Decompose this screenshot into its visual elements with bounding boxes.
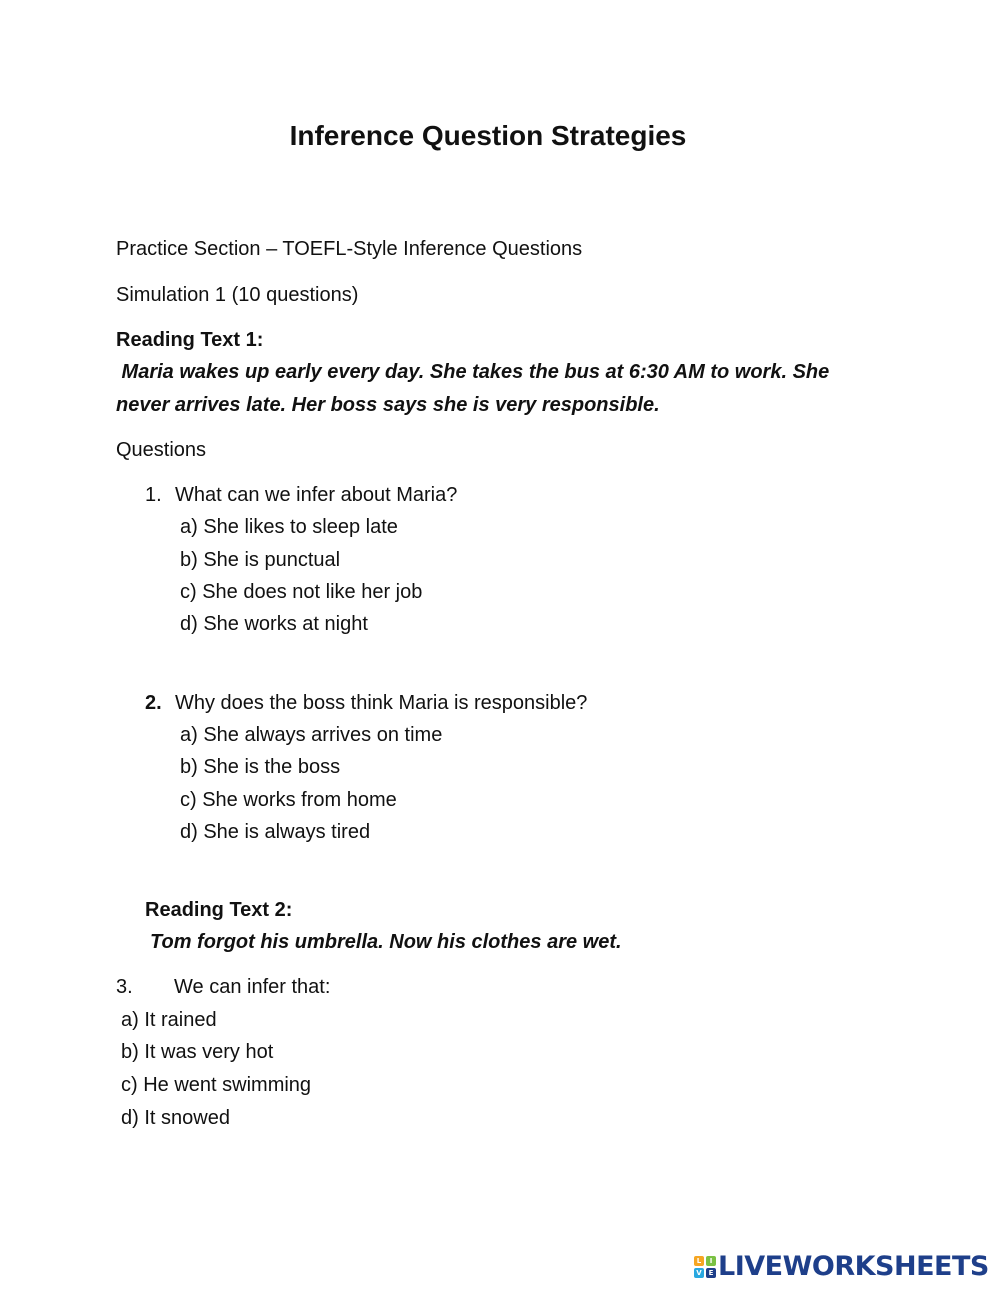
logo-mark xyxy=(694,1256,716,1278)
reading-text-1-line-2: never arrives late. Her boss says she is very responsible. xyxy=(116,394,660,416)
liveworksheets-logo xyxy=(694,1252,989,1282)
question-1-option-c: c) She does not like her job xyxy=(180,581,423,603)
question-2-option-c: c) She works from home xyxy=(180,789,397,811)
reading-text-1-line-1: Maria wakes up early every day. She takes the bus at 6:30 AM to work. She xyxy=(116,361,830,383)
question-3-option-c: c) He went swimming xyxy=(121,1074,312,1096)
reading-text-2-heading: Reading Text 2: xyxy=(145,899,293,921)
question-1-number: 1. xyxy=(145,484,162,506)
question-2-option-a: a) She always arrives on time xyxy=(180,724,443,746)
question-1-option-a: a) She likes to sleep late xyxy=(180,516,398,538)
question-3-number: 3. xyxy=(116,976,133,998)
page-title: Inference Question Strategies xyxy=(289,120,687,151)
logo-square-v: V xyxy=(694,1268,704,1278)
reading-text-2-body: Tom forgot his umbrella. Now his clothes are wet. xyxy=(150,931,622,953)
reading-text-1-heading: Reading Text 1: xyxy=(116,329,264,351)
question-3-option-d: d) It snowed xyxy=(121,1107,230,1129)
questions-label: Questions xyxy=(116,439,207,461)
section-label: Practice Section – TOEFL-Style Inference Questions xyxy=(116,238,583,260)
question-1-option-b: b) She is punctual xyxy=(180,549,341,571)
question-2-option-d: d) She is always tired xyxy=(180,821,371,843)
question-3-text: We can infer that: xyxy=(174,976,331,998)
simulation-label: Simulation 1 (10 questions) xyxy=(116,284,359,306)
question-2-text: Why does the boss think Maria is responsible? xyxy=(175,692,588,714)
question-1-text: What can we infer about Maria? xyxy=(175,484,458,506)
logo-square-e: E xyxy=(706,1268,716,1278)
logo-text: LIVEWORKSHEETS xyxy=(718,1251,989,1282)
question-2-option-b: b) She is the boss xyxy=(180,756,341,778)
question-2-number: 2. xyxy=(145,692,162,714)
logo-square-l: L xyxy=(694,1256,704,1266)
question-3-option-a: a) It rained xyxy=(121,1009,217,1031)
question-1-option-d: d) She works at night xyxy=(180,613,368,635)
logo-square-i: I xyxy=(706,1256,716,1266)
question-3-option-b: b) It was very hot xyxy=(121,1041,274,1063)
